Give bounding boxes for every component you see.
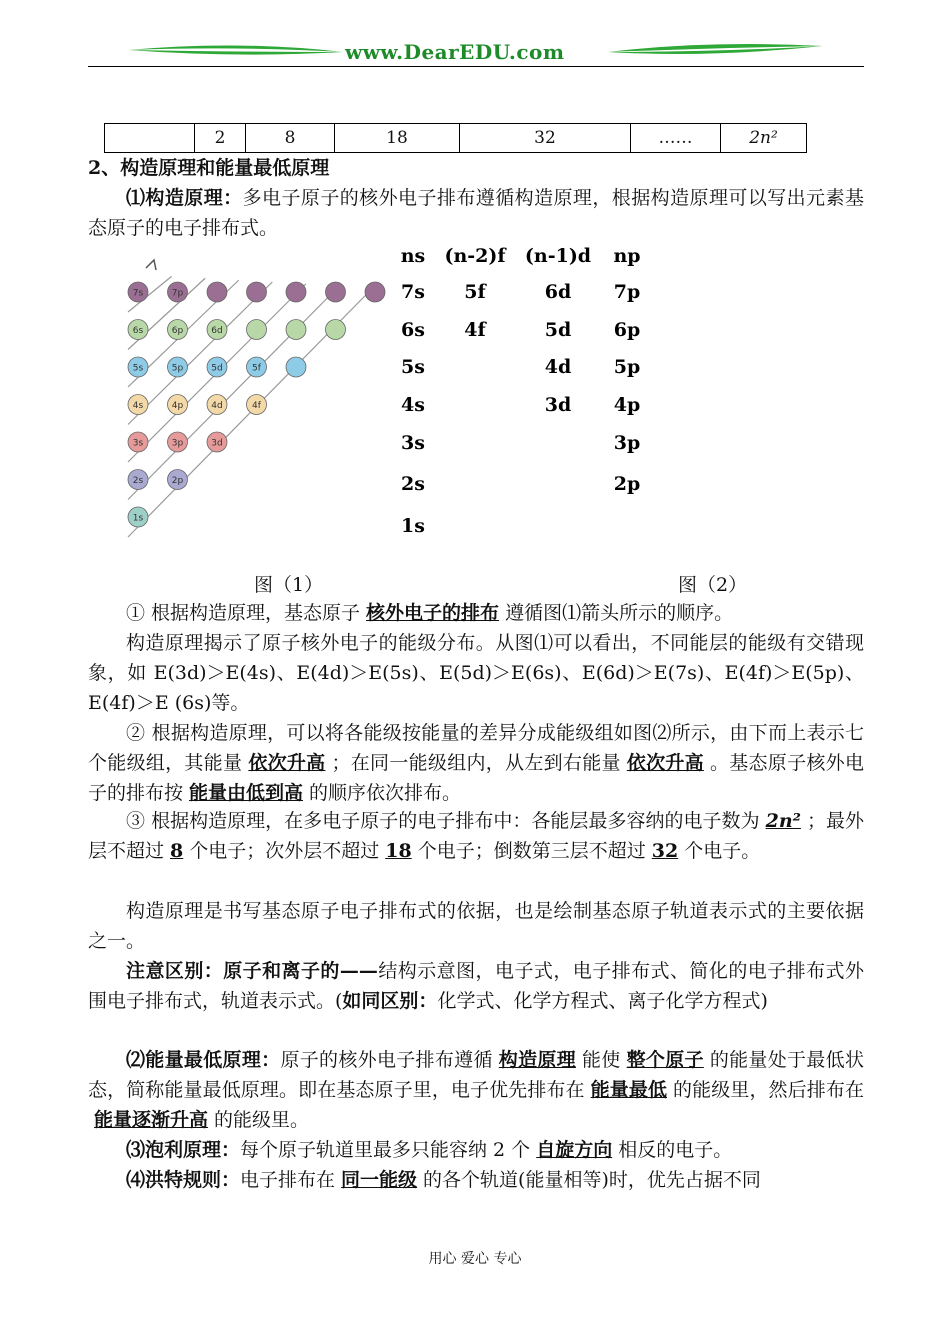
table-cell: ……	[631, 124, 721, 153]
text-span: 能使	[582, 1049, 621, 1071]
figure-caption-1: 图（1）	[254, 574, 324, 596]
answer-blank: 能量逐渐升高	[94, 1109, 209, 1131]
term-label: ⑵能量最低原理：	[126, 1049, 281, 1071]
fig2-level: 6s	[401, 319, 425, 341]
fig2-level: 4s	[401, 394, 425, 416]
header-rule	[88, 66, 864, 67]
paragraph-item-2	[88, 718, 864, 808]
text-span: 结构示意图，电子式，电子排布式、简化的电子排布式外围电子排布式，轨道表示式。(	[88, 960, 864, 1012]
fig2-level: 1s	[401, 515, 425, 537]
answer-blank: 8	[170, 840, 184, 862]
term-label: ⑷洪特规则：	[126, 1169, 241, 1191]
orbital-label: 5s	[132, 363, 144, 374]
fig2-header: (n-2)f	[444, 245, 506, 267]
orbital-label: 7s	[132, 288, 144, 299]
orbital-circle	[207, 282, 227, 302]
note-label: 注意区别：原子和离子的——	[126, 960, 378, 982]
paragraph-interleave: 构造原理揭示了原子核外电子的能级分布。从图⑴可以看出，不同能层的能级有交错现象，如 E(3d)＞E(4s)、E(4d)＞E(5s)、E(5d)＞E(6s)、E(6d)＞E(7s)、E(4f)＞E(5p)、E(4f)＞E (6s)等。	[88, 632, 864, 714]
text-span: 个电子。	[684, 840, 761, 862]
paragraph-pauli	[88, 1135, 864, 1165]
text-span: 个电子；次外层不超过	[189, 840, 380, 862]
table-cell: 2	[195, 124, 246, 153]
aufbau-diagram	[110, 240, 670, 560]
fig2-header: (n-1)d	[524, 245, 592, 267]
text-span: 遵循图⑴箭头所示的顺序。	[505, 602, 734, 624]
fig2-header: np	[613, 245, 641, 267]
paragraph-aufbau	[88, 183, 864, 243]
answer-blank: 能量最低	[590, 1079, 668, 1101]
text-span: ① 根据构造原理，基态原子	[126, 602, 361, 624]
fig2-level: 3d	[544, 394, 572, 416]
orbital-label: 3s	[132, 438, 144, 449]
section-title: 2、构造原理和能量最低原理	[88, 157, 330, 179]
fig2-level: 6p	[613, 319, 641, 341]
text-span: ；最外层不超过	[88, 810, 864, 862]
orbital-label: 3d	[211, 438, 223, 449]
fig2-level: 5f	[464, 281, 486, 303]
orbital-label: 4s	[132, 401, 144, 411]
answer-blank: 依次升高	[248, 752, 326, 774]
orbital-circle	[247, 320, 267, 340]
term-label: ⑴构造原理：	[126, 187, 243, 209]
orbital-label: 5d	[211, 363, 223, 374]
table-cell: 32	[460, 124, 631, 153]
page-footer: 用心 爱心 专心	[428, 1251, 522, 1267]
capacity-table	[104, 123, 807, 153]
text-span: 电子排布在	[240, 1169, 336, 1191]
text-span: 化学式、化学方程式、离子化学方程式)	[437, 990, 768, 1012]
fig2-level: 2p	[613, 473, 641, 495]
fig2-level: 6d	[544, 281, 572, 303]
orbital-label: 7p	[171, 288, 184, 299]
fig2-level: 3p	[613, 432, 641, 454]
orbital-circle	[286, 282, 306, 302]
table-cell: 8	[246, 124, 335, 153]
orbital-label: 5p	[171, 363, 184, 374]
text-span: 相反的电子。	[618, 1139, 733, 1161]
orbital-circle	[326, 320, 346, 340]
text-span: 的顺序依次排布。	[309, 782, 462, 804]
fig2-level: 5p	[613, 356, 641, 378]
answer-blank: 同一能级	[341, 1169, 418, 1191]
fig2-level: 3s	[401, 432, 425, 454]
fig2-level: 7p	[613, 281, 641, 303]
orbital-label: 2s	[132, 476, 144, 486]
answer-blank: 2n²	[765, 810, 801, 832]
fig2-level: 5d	[544, 319, 572, 341]
text-span: ② 根据构造原理，可以将各能级按能量的差异分成能级组如图⑵所示，由下而上表示七个能级组，其能量	[88, 722, 864, 774]
orbital-circle	[286, 357, 306, 377]
table-cell: 18	[335, 124, 460, 153]
fig2-level: 7s	[401, 281, 425, 303]
header-site-name: www.DearEDU.com	[345, 40, 565, 64]
orbital-label: 6p	[171, 326, 184, 336]
note-label: 如同区别：	[342, 990, 438, 1012]
orbital-label: 1s	[132, 513, 144, 524]
table-cell: 2n²	[721, 124, 807, 153]
paragraph-item-1	[88, 598, 864, 628]
term-label: ⑶泡利原理：	[126, 1139, 241, 1161]
arrow-head	[146, 260, 156, 270]
orbital-circle	[365, 282, 385, 302]
answer-blank: 整个原子	[626, 1049, 704, 1071]
fig2-level: 4f	[464, 319, 486, 341]
orbital-circle	[247, 282, 267, 302]
answer-blank: 依次升高	[626, 752, 704, 774]
paragraph-text: 多电子原子的核外电子排布遵循构造原理，根据构造原理可以写出元素基态原子的电子排布式。	[88, 187, 864, 239]
fig2-level: 4d	[544, 356, 572, 378]
text-span: ③ 根据构造原理，在多电子原子的电子排布中：各能层最多容纳的电子数为	[126, 810, 760, 832]
paragraph-hund	[88, 1165, 864, 1195]
answer-blank: 18	[385, 840, 412, 862]
answer-blank: 自旋方向	[536, 1139, 613, 1161]
figure-caption-2: 图（2）	[678, 574, 748, 596]
text-span: 的能级里。	[214, 1109, 310, 1131]
text-span: 的能量处于最低状态，简称能量最低原理。即在基态原子里，电子优先排布在	[88, 1049, 864, 1101]
table-row	[105, 124, 807, 153]
fig2-header: ns	[400, 245, 426, 267]
text-span: 每个原子轨道里最多只能容纳 2 个	[240, 1139, 531, 1161]
text-span: 的各个轨道(能量相等)时，优先占据不同	[423, 1169, 761, 1191]
orbital-label: 2p	[171, 476, 184, 486]
text-span: 个电子；倒数第三层不超过	[417, 840, 646, 862]
orbital-label: 4d	[211, 401, 223, 411]
fig2-level: 4p	[613, 394, 641, 416]
table-cell	[105, 124, 195, 153]
orbital-label: 4p	[171, 401, 184, 411]
text-span: 原子的核外电子排布遵循	[280, 1049, 493, 1071]
paragraph-basis: 构造原理是书写基态原子电子排布式的依据，也是绘制基态原子轨道表示式的主要依据之一。	[88, 900, 864, 952]
orbital-label: 6s	[132, 326, 144, 336]
fig2-level: 2s	[401, 473, 425, 495]
orbital-label: 3p	[171, 438, 184, 449]
text-span: 的能级里，然后排布在	[673, 1079, 864, 1101]
orbital-circle	[326, 282, 346, 302]
paragraph-note	[88, 956, 864, 1016]
fig2-level: 5s	[401, 356, 425, 378]
answer-blank: 核外电子的排布	[366, 602, 500, 624]
orbital-circle	[286, 320, 306, 340]
text-span: ；在同一能级组内，从左到右能量	[331, 752, 621, 774]
paragraph-item-3	[88, 806, 864, 866]
answer-blank: 32	[651, 840, 679, 862]
orbital-label: 6d	[211, 326, 223, 336]
text-span: 。基态原子核外电子的排布按	[88, 752, 864, 804]
orbital-label: 5f	[252, 363, 261, 374]
answer-blank: 构造原理	[498, 1049, 576, 1071]
answer-blank: 能量由低到高	[189, 782, 304, 804]
orbital-label: 4f	[252, 401, 261, 411]
paragraph-lowest-energy	[88, 1045, 864, 1135]
